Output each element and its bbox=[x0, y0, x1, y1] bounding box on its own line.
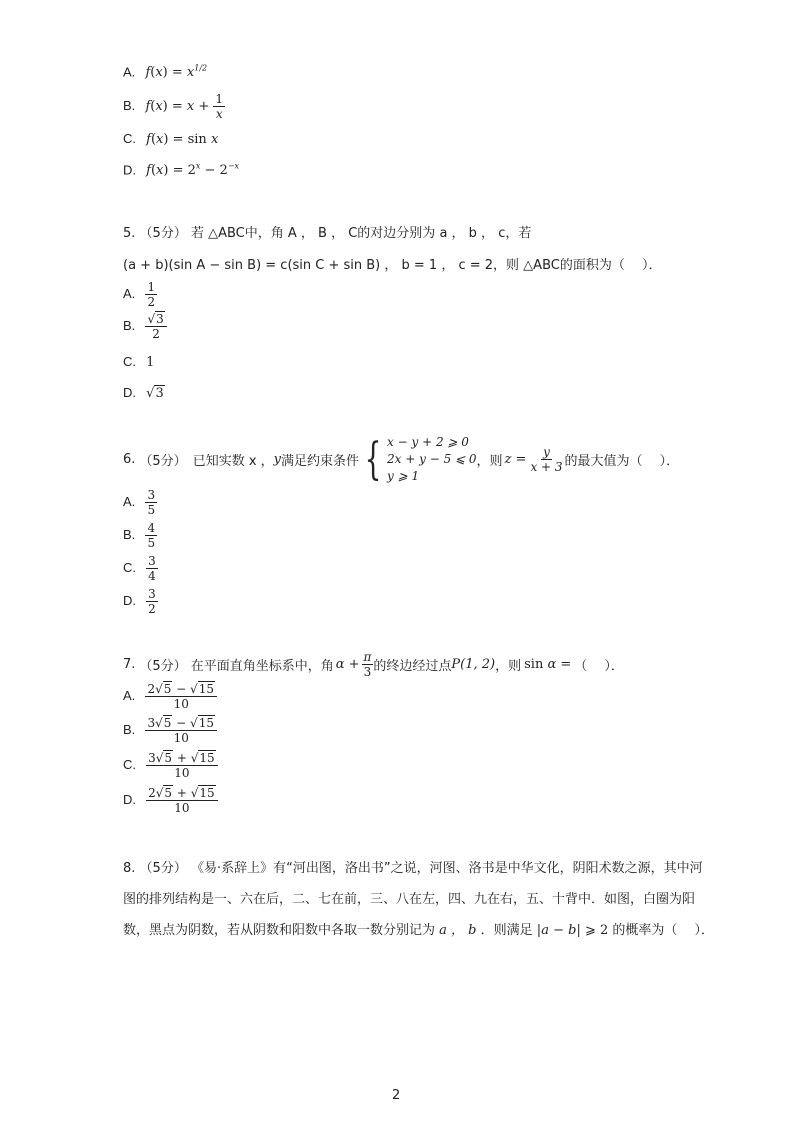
q4-option-d-expr: $f(x) = 2^x - 2^{-x}$ bbox=[146, 162, 240, 179]
q6-option-a: A. $\frac{3}{5}$ bbox=[123, 488, 156, 517]
q4-option-b: B. f(x) = x + $\frac{1}{x}$ bbox=[123, 92, 224, 121]
page-number: 2 bbox=[392, 1088, 401, 1103]
constraint-system: x − y + 2 ⩾ 0 2x + y − 5 ⩽ 0 y ⩾ 1 bbox=[387, 435, 477, 483]
q5-stem-line-2: (a + b)(sin A − sin B) = c(sin C + sin B) ， b = 1 ， c = 2，则 △ABC的面积为（ ）． bbox=[123, 258, 662, 273]
q7-option-c: C. $\frac{3√5 + √15}{10}$ bbox=[123, 751, 218, 780]
q8-line-2: 图的排列结构是一、六在后，二、七在前，三、八在左，四、九在右，五、十背中．如图，白圈为阳 bbox=[123, 892, 696, 907]
q8-line-1: 8. （5分） 《易·系辞上》有“河出图，洛出书”之说，河图、洛书是中华文化，阴阳术数之源，其中河 bbox=[123, 861, 703, 876]
q8-line-3: 数，黑点为阴数，若从阴数和阳数中各取一数分别记为 a ， b ．则满足 |a − b| ⩾ 2 的概率为（ ）． bbox=[123, 923, 715, 938]
q6-stem: 6. （5分） 已知实数 x ， y 满足约束条件 { x − y + 2 ⩾ 0 2x + y − 5 ⩽ 0 y ⩾ 1 ，则 z = $\frac{y}{x + 3}$ 的最大值为（ ）． bbox=[123, 433, 680, 485]
constraint-brace: { bbox=[364, 433, 382, 485]
q4-option-a: A. $f(x) = x^{1/2}$ bbox=[123, 64, 208, 81]
q5-stem-line-1: 5. （5分） 若 △ABC中，角 A ， B ， C的对边分别为 a ， b ， c，若 bbox=[123, 226, 532, 241]
q7-option-b: B. $\frac{3√5 - √15}{10}$ bbox=[123, 716, 217, 745]
q5-option-a: A. $\frac{1}{2}$ bbox=[123, 280, 156, 309]
q6-option-d: D. $\frac{3}{2}$ bbox=[123, 587, 156, 616]
q7-option-a: A. $\frac{2√5 - √15}{10}$ bbox=[123, 682, 217, 711]
q6-option-c: C. $\frac{3}{4}$ bbox=[123, 554, 156, 583]
q4-option-a-expr: $f(x) = x^{1/2}$ bbox=[145, 64, 208, 81]
q7-option-d: D. $\frac{2√5 + √15}{10}$ bbox=[123, 786, 218, 815]
q4-option-b-expr: f(x) = x + bbox=[145, 99, 214, 114]
q6-objective: $\frac{y}{x + 3}$ bbox=[530, 445, 563, 474]
q4-option-d: D. $f(x) = 2^x - 2^{-x}$ bbox=[123, 162, 240, 179]
q6-option-b: B. $\frac{4}{5}$ bbox=[123, 521, 156, 550]
q4-option-c-expr: f(x) = sin x bbox=[146, 132, 219, 147]
q4-option-c: C. f(x) = sin x bbox=[123, 131, 219, 147]
q5-option-b: B. $\frac{√3}{2}$ bbox=[123, 312, 167, 341]
q5-option-c: C. 1 bbox=[123, 354, 155, 370]
q7-stem: 7. （5分） 在平面直角坐标系中，角 α + $\frac{\pi}{3}$ 的终边经过点 P(1, 2) ，则 sin α = （ ）． bbox=[123, 650, 624, 679]
q5-option-d: D. √3 bbox=[123, 385, 164, 401]
